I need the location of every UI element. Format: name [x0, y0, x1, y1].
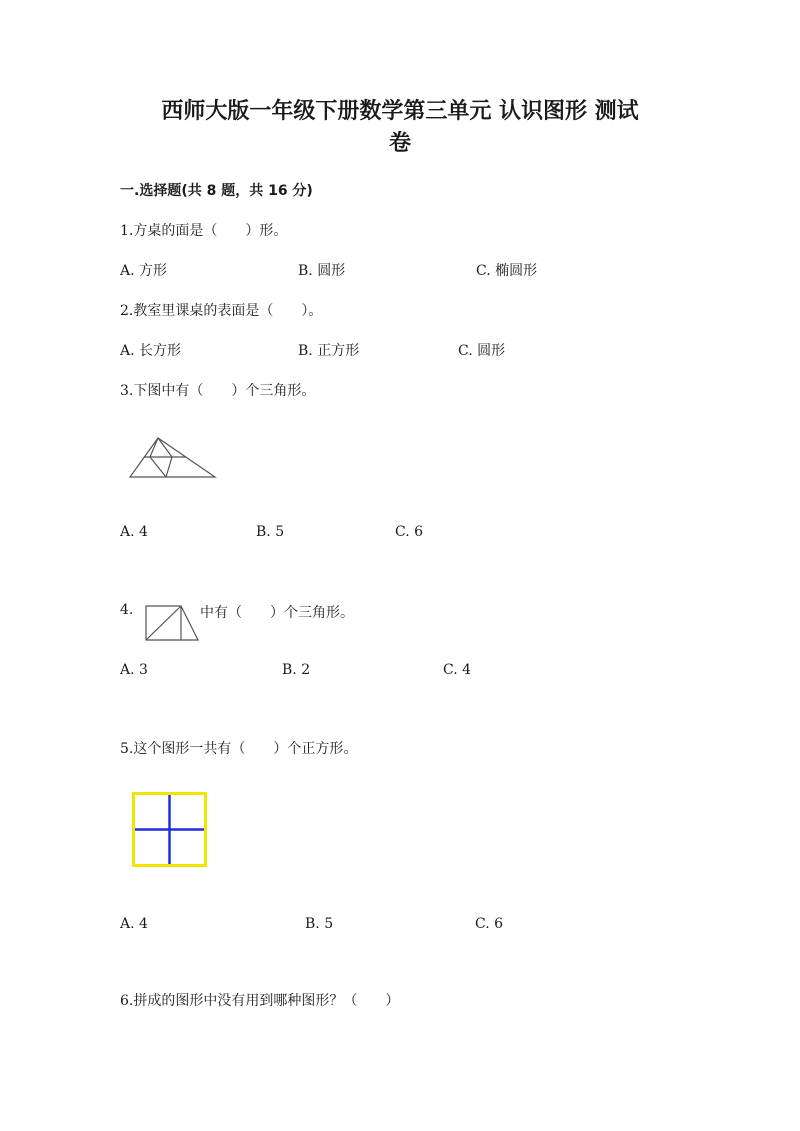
question-1-option-b[interactable]: B. 圆形 [298, 263, 346, 279]
question-5-option-a[interactable]: A. 4 [120, 916, 148, 932]
trapezoid-figure [144, 604, 200, 642]
page-title-continued: 卷 [388, 131, 411, 156]
triangle-figure [128, 436, 218, 480]
question-2-option-b[interactable]: B. 正方形 [298, 343, 360, 359]
question-4-text: 中有（ ）个三角形。 [200, 605, 354, 621]
question-5-text: 5.这个图形一共有（ ）个正方形。 [120, 741, 358, 757]
question-1-option-a[interactable]: A. 方形 [120, 263, 168, 279]
question-1-text: 1.方桌的面是（ ）形。 [120, 223, 288, 239]
question-5-option-c[interactable]: C. 6 [475, 916, 504, 932]
inner-edge-3 [150, 457, 166, 477]
section-heading: 一.选择题(共 8 题，共 16 分) [120, 183, 313, 199]
question-4-option-c[interactable]: C. 4 [443, 662, 472, 678]
trapezoid-diagonal [146, 606, 181, 640]
question-3-option-b[interactable]: B. 5 [256, 524, 285, 540]
question-6-text: 6.拼成的图形中没有用到哪种图形？（ ） [120, 993, 400, 1009]
question-4-option-b[interactable]: B. 2 [282, 662, 311, 678]
square-figure [132, 792, 208, 868]
page-title: 西师大版一年级下册数学第三单元 认识图形 测试 [161, 99, 639, 124]
question-5-option-b[interactable]: B. 5 [305, 916, 334, 932]
question-3-option-c[interactable]: C. 6 [395, 524, 424, 540]
inner-edge-2 [158, 438, 172, 457]
inner-edge-4 [166, 457, 172, 477]
trapezoid-outline [146, 606, 198, 640]
question-1-option-c[interactable]: C. 椭圆形 [476, 263, 538, 279]
question-4-option-a[interactable]: A. 3 [120, 662, 148, 678]
question-3-option-a[interactable]: A. 4 [120, 524, 148, 540]
question-4-number: 4. [120, 602, 134, 618]
question-2-option-c[interactable]: C. 圆形 [458, 343, 506, 359]
question-2-text: 2.教室里课桌的表面是（ ）。 [120, 303, 323, 319]
question-2-option-a[interactable]: A. 长方形 [120, 343, 182, 359]
question-3-text: 3.下图中有（ ）个三角形。 [120, 383, 316, 399]
